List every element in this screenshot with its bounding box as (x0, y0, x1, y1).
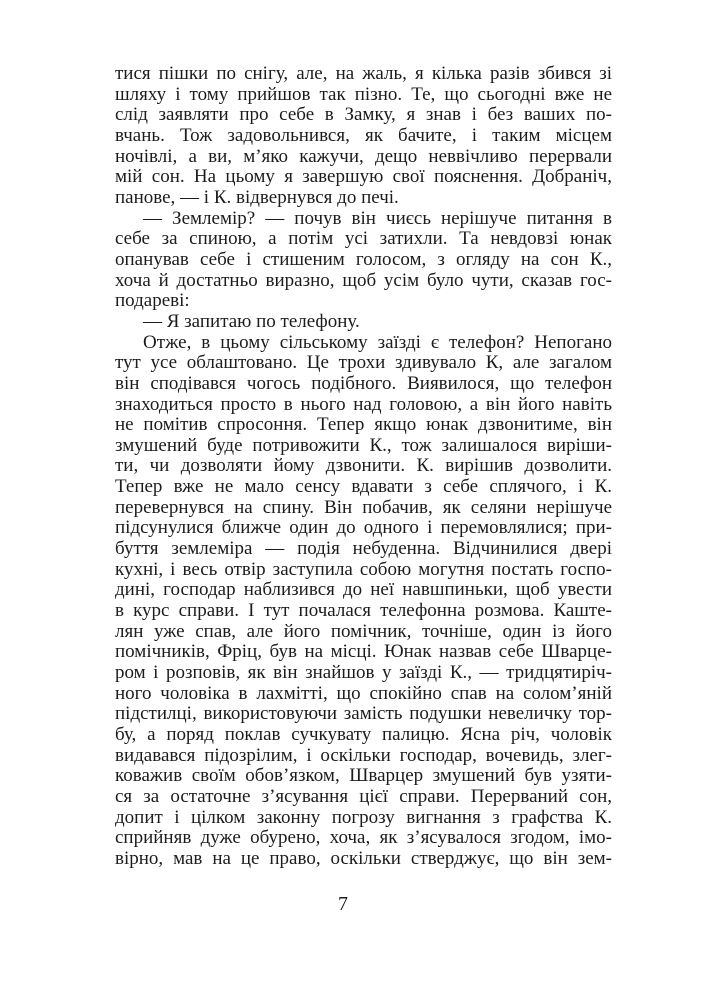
text-line: підстилці, використовуючи замість подушки невеличку тор- (115, 704, 612, 725)
text-line: Тепер вже не мало сенсу вдавати з себе сплячого, і К. (115, 477, 612, 498)
text-line: хоча й достатньо виразно, щоб усім було чути, сказав гос- (115, 270, 612, 291)
text-line: підсунулися ближче один до одного і перемовлялися; при- (115, 518, 612, 539)
text-line: перевернувся на спину. Він побачив, як селяни нерішуче (115, 497, 612, 518)
page-number-text: 7 (338, 893, 348, 915)
text-line: коважив своїм обов’язком, Шварцер змушений був узяти- (115, 766, 612, 787)
text-line: панове, — і К. відвернувся до печі. (115, 186, 399, 208)
text-line: тут усе облаштовано. Це трохи здивувало К, але загалом (115, 353, 612, 374)
text-line: знаходиться просто в нього над головою, а він його навіть (115, 394, 612, 415)
page-number (0, 892, 728, 916)
text-line: помічників, Фріц, був на місці. Юнак назвав себе Шварце- (115, 642, 612, 663)
text-line: ся за остаточне з’ясування цієї справи. Перерваний сон, (115, 786, 612, 807)
text-line: дині, господар наблизився до неї навшпиньки, щоб увести (115, 580, 612, 601)
text-line: мій сон. На цьому я завершую свої пояснення. Добраніч, (115, 167, 612, 188)
text-line: ного чоловіка в лахмітті, що спокійно спав на солом’яній (115, 683, 612, 704)
text-line: — Землемір? — почув він чиєсь нерішуче питання в (143, 208, 612, 229)
text-line: себе за спиною, а потім усі затихли. Та невдовзі юнак (115, 229, 612, 250)
text-line: змушений буде потривожити К., тож залишалося виріши- (115, 435, 612, 456)
text-line: в курс справи. І тут почалася телефонна розмова. Каште- (115, 601, 612, 622)
body-text (115, 64, 612, 870)
text-line: не помітив спросоння. Тепер якщо юнак дзвонитиме, він (115, 415, 612, 436)
text-line: ти, чи дозволяти йому дзвонити. К. вирішив дозволити. (115, 456, 612, 477)
text-line: бу, а поряд поклав сучкувату палицю. Ясна річ, чоловік (115, 725, 612, 745)
text-line: допит і цілком законну погрозу вигнання з графства К. (115, 807, 612, 828)
text-line: кухні, і весь отвір заступила собою могутня постать госпо- (115, 559, 612, 580)
text-line: опанував себе і стишеним голосом, з огляду на сон К., (115, 249, 612, 270)
text-line: сприйняв дуже обурено, хоча, як з’ясувалося згодом, імо- (115, 828, 612, 849)
text-line: Отже, в цьому сільському заїзді є телефон? Непогано (143, 332, 612, 353)
text-line: буття землеміра — подія небуденна. Відчинилися двері (115, 539, 612, 560)
text-line: вчань. Тож задовольнився, як бачите, і таким місцем (115, 125, 612, 146)
text-line: слід заявляти про себе в Замку, я знав і без ваших по- (115, 105, 612, 126)
text-line: він сподівався чогось подібного. Виявилося, що телефон (115, 373, 612, 394)
text-line: — Я запитаю по телефону. (143, 310, 360, 332)
text-line: видавався підозрілим, і оскільки господар, вочевидь, злег- (115, 745, 612, 766)
text-line: ночівлі, а ви, м’яко кажучи, дещо неввічливо перервали (115, 146, 612, 167)
text-line: лян уже спав, але його помічник, точніше, один із його (115, 621, 612, 642)
text-line: вірно, мав на це право, оскільки стверджує, що він зем- (115, 848, 612, 869)
text-line: тися пішки по снігу, але, на жаль, я кілька разів збився зі (115, 64, 612, 84)
text-line: подареві: (115, 290, 190, 312)
text-line: шляху і тому прийшов так пізно. Те, що сьогодні вже не (115, 84, 612, 105)
text-line: ром і розповів, як він знайшов у заїзді К., — тридцятиріч- (115, 663, 612, 684)
